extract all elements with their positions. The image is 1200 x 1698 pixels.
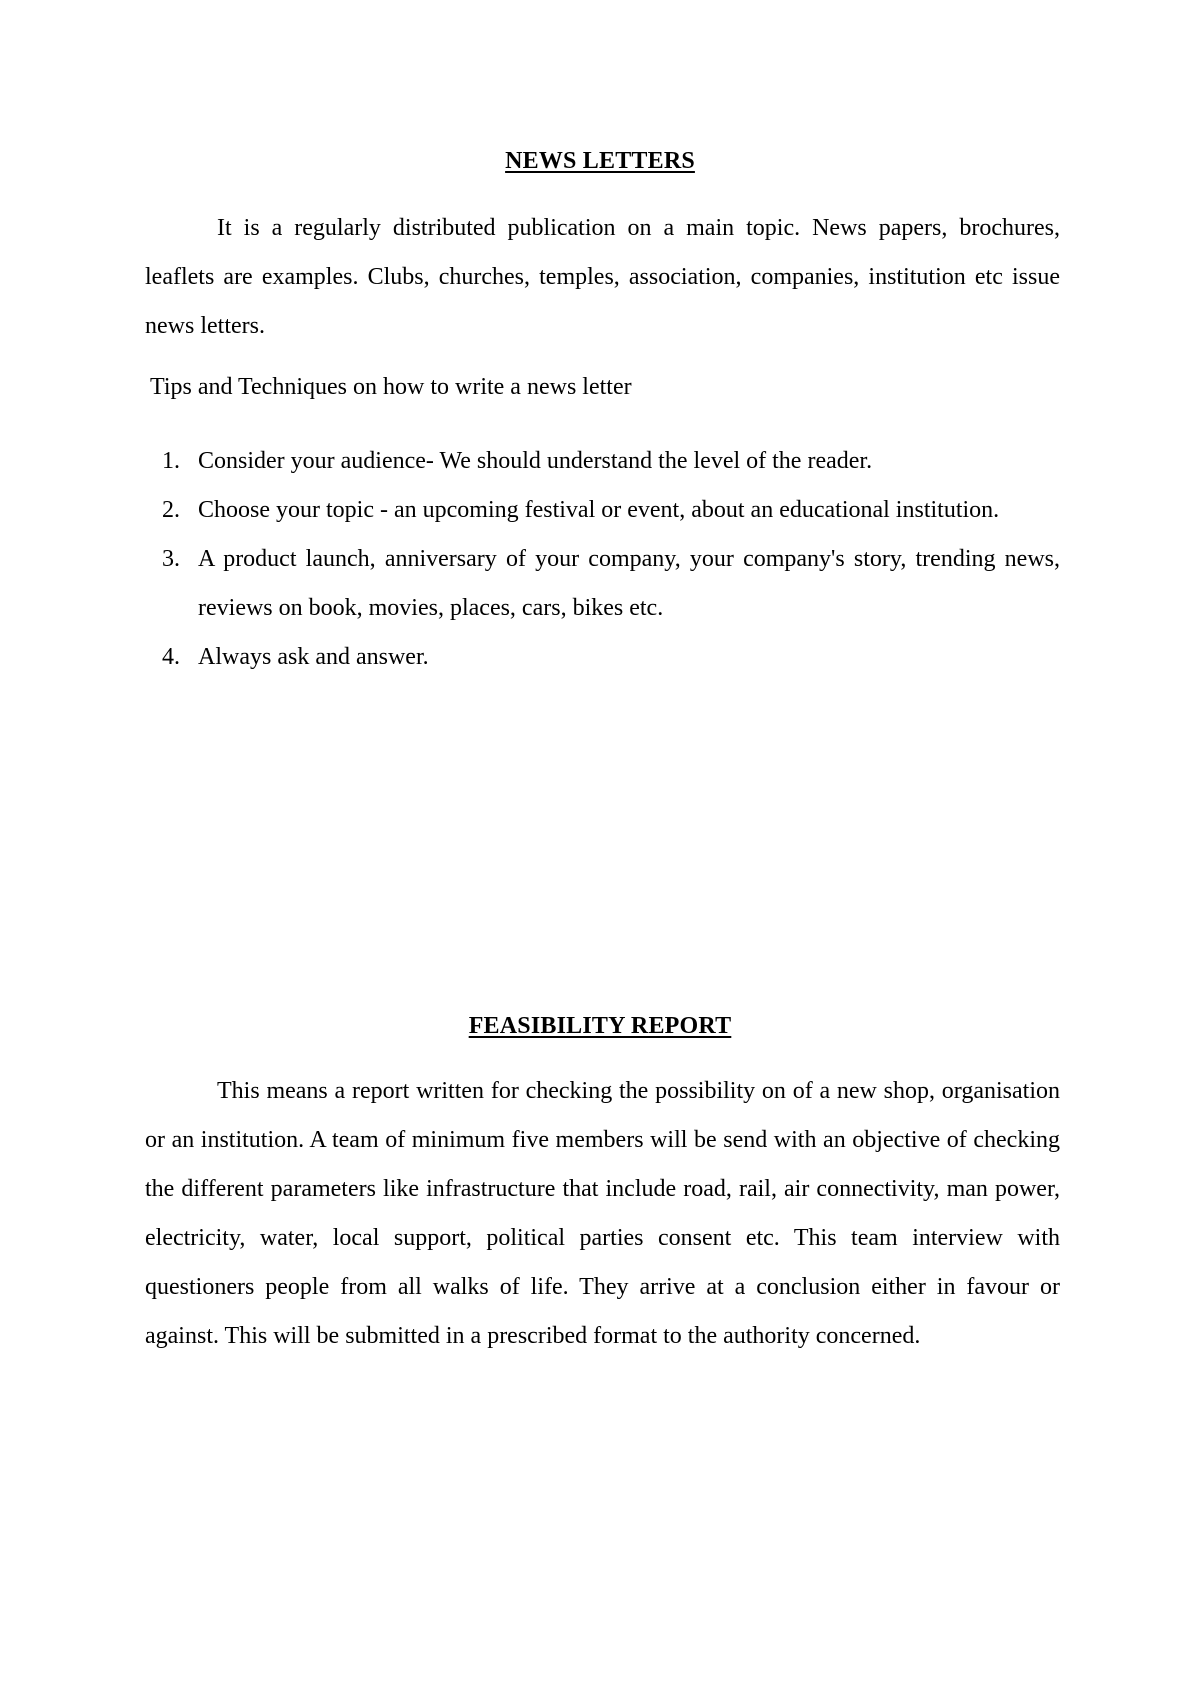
- tips-heading: Tips and Techniques on how to write a news letter: [150, 374, 632, 400]
- list-number: 1.: [162, 448, 180, 474]
- list-number: 3.: [162, 546, 180, 572]
- feasibility-report-body: This means a report written for checking the possibility on of a new shop, organisation or an institution. A team of minimum five members will be send with an objective of checking the different parameters like infrastructure that include road, rail, air connectivity, man power, electricity, water, local support, political parties consent etc. This team interview with questioners people from all walks of life. They arrive at a conclusion either in favour or against. This will be submitted in a prescribed format to the authority concerned.: [145, 1078, 1060, 1349]
- list-number: 4.: [162, 644, 180, 670]
- news-letters-heading: NEWS LETTERS: [505, 148, 695, 174]
- news-letters-intro: It is a regularly distributed publication on a main topic. News papers, brochures, leaflets are examples. Clubs, churches, temples, association, companies, institution etc issue news letters.: [145, 215, 1060, 339]
- tips-list: [145, 437, 1060, 682]
- list-item-text: A product launch, anniversary of your company, your company's story, trending news, reviews on book, movies, places, cars, bikes etc.: [198, 546, 1060, 621]
- list-item-text: Consider your audience- We should understand the level of the reader.: [198, 448, 873, 474]
- list-item-text: Always ask and answer.: [198, 644, 429, 670]
- list-item: [145, 633, 1060, 682]
- list-number: 2.: [162, 497, 180, 523]
- list-item: [145, 486, 1060, 535]
- list-item: [145, 437, 1060, 486]
- list-item-text: Choose your topic - an upcoming festival or event, about an educational institution.: [198, 497, 1000, 523]
- feasibility-report-heading: FEASIBILITY REPORT: [468, 1013, 732, 1039]
- list-item: [145, 535, 1060, 633]
